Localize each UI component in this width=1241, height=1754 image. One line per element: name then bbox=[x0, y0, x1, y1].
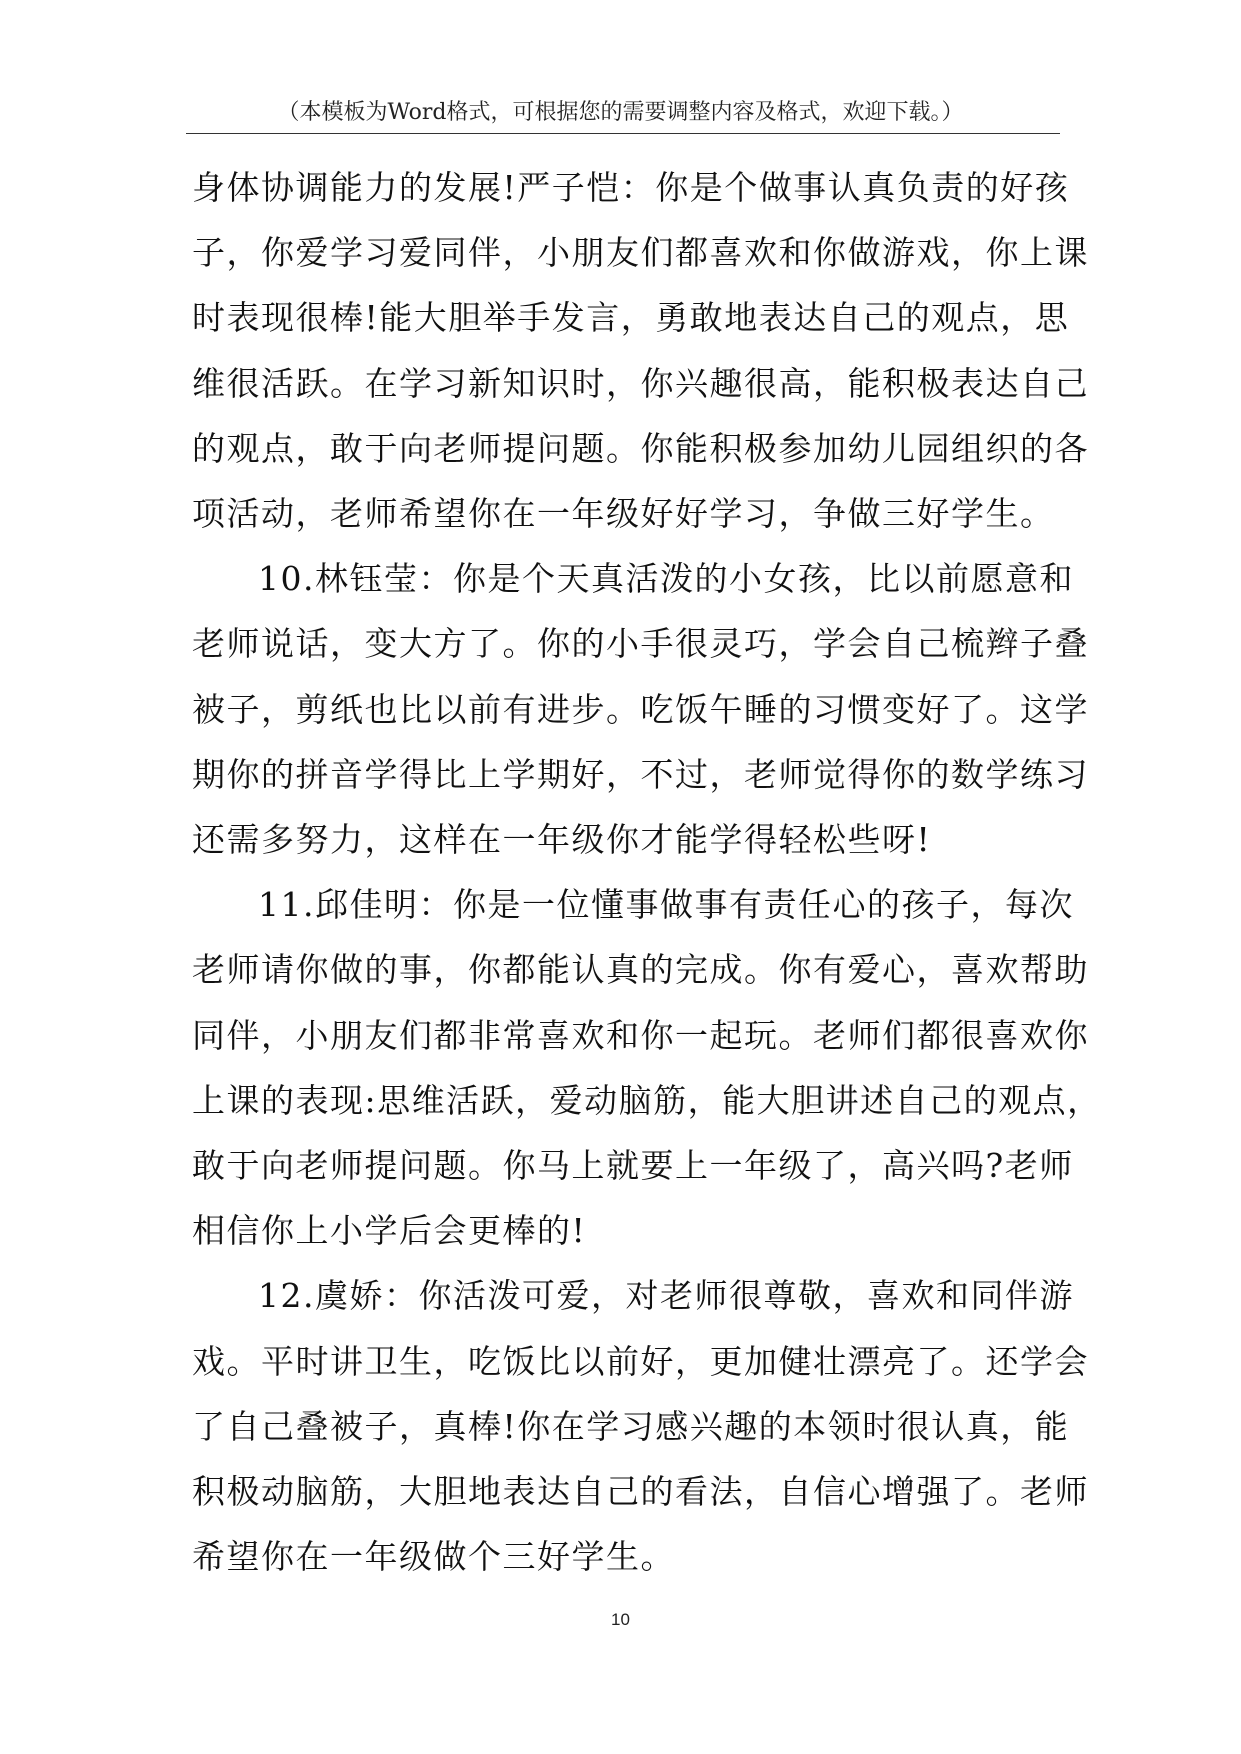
paragraph-1 bbox=[192, 155, 1089, 546]
text-line: 的观点，敢于向老师提问题。你能积极参加幼儿园组织的各 bbox=[192, 428, 1089, 468]
paragraph-item-12 bbox=[192, 1263, 1089, 1589]
text-line: 还需多努力，这样在一年级你才能学得轻松些呀! bbox=[192, 820, 932, 860]
text-line: 戏。平时讲卫生，吃饭比以前好，更加健壮漂亮了。还学会 bbox=[192, 1341, 1089, 1381]
text-line: 11.邱佳明：你是一位懂事做事有责任心的孩子，每次 bbox=[258, 885, 1074, 925]
text-line: 相信你上小学后会更棒的! bbox=[192, 1211, 587, 1251]
text-line: 同伴，小朋友们都非常喜欢和你一起玩。老师们都很喜欢你 bbox=[192, 1015, 1089, 1055]
text-line: 身体协调能力的发展!严子恺：你是个做事认真负责的好孩 bbox=[192, 168, 1070, 207]
page-header-note: （本模板为Word格式，可根据您的需要调整内容及格式，欢迎下载。） bbox=[277, 100, 964, 125]
text-line: 10.林钰莹：你是个天真活泼的小女孩，比以前愿意和 bbox=[258, 559, 1074, 599]
text-line: 希望你在一年级做个三好学生。 bbox=[192, 1537, 675, 1577]
document-body bbox=[192, 155, 1102, 1589]
text-line: 老师说话，变大方了。你的小手很灵巧，学会自己梳辫子叠 bbox=[192, 624, 1089, 664]
text-line: 敢于向老师提问题。你马上就要上一年级了，高兴吗?老师 bbox=[192, 1146, 1074, 1186]
text-line: 维很活跃。在学习新知识时，你兴趣很高，能积极表达自己 bbox=[192, 363, 1089, 403]
page-number: 10 bbox=[611, 1610, 630, 1629]
text-line: 项活动，老师希望你在一年级好好学习，争做三好学生。 bbox=[192, 494, 1055, 534]
paragraph-item-11 bbox=[192, 872, 1102, 1263]
text-line: 期你的拼音学得比上学期好，不过，老师觉得你的数学练习 bbox=[192, 754, 1089, 794]
text-line: 子，你爱学习爱同伴，小朋友们都喜欢和你做游戏，你上课 bbox=[192, 233, 1089, 273]
text-line: 被子，剪纸也比以前有进步。吃饭午睡的习惯变好了。这学 bbox=[192, 689, 1089, 729]
text-line: 时表现很棒!能大胆举手发言，勇敢地表达自己的观点，思 bbox=[192, 298, 1070, 338]
text-line: 12.虞娇：你活泼可爱，对老师很尊敬，喜欢和同伴游 bbox=[258, 1276, 1074, 1316]
text-line: 了自己叠被子，真棒!你在学习感兴趣的本领时很认真，能 bbox=[192, 1406, 1070, 1446]
text-line: 上课的表现:思维活跃，爱动脑筋，能大胆讲述自己的观点， bbox=[192, 1080, 1102, 1120]
paragraph-item-10 bbox=[192, 546, 1089, 872]
text-line: 老师请你做的事，你都能认真的完成。你有爱心，喜欢帮助 bbox=[192, 950, 1089, 990]
text-line: 积极动脑筋，大胆地表达自己的看法，自信心增强了。老师 bbox=[192, 1472, 1089, 1512]
header-divider bbox=[186, 133, 1060, 134]
